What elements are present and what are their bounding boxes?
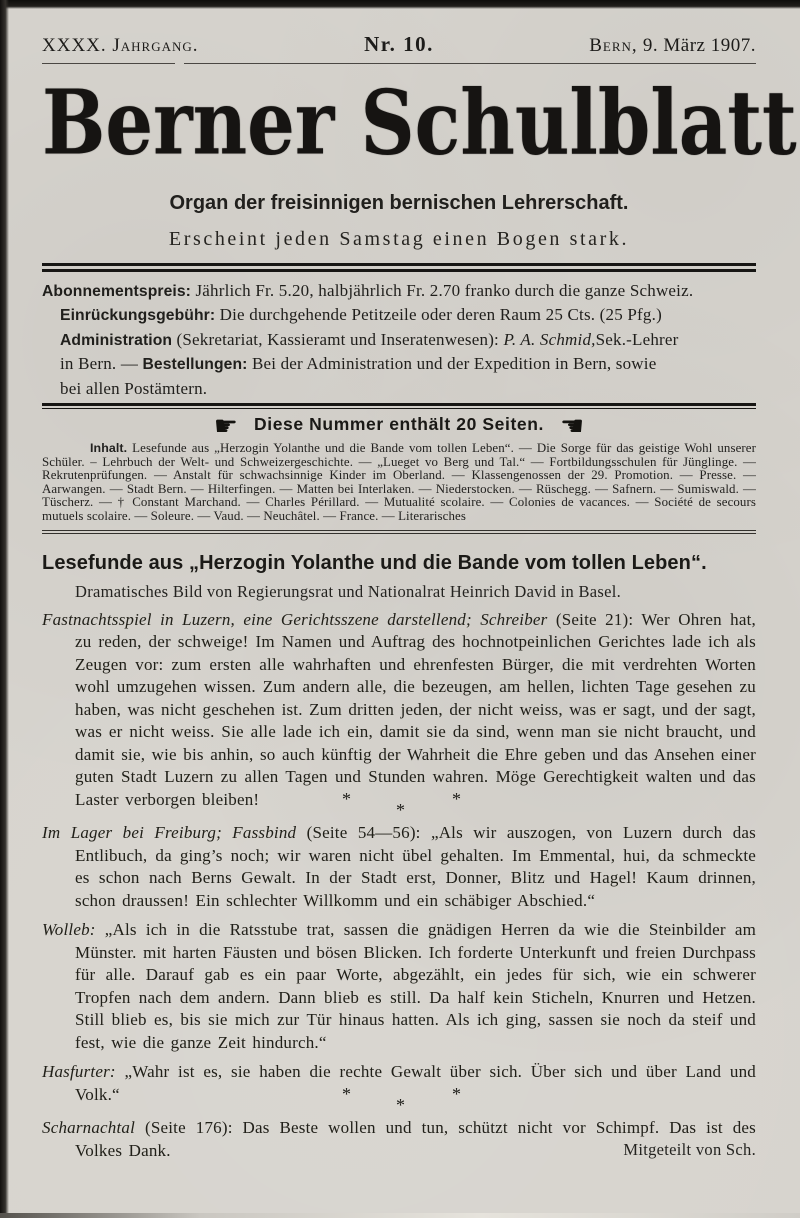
administrator-name: P. A. Schmid, (503, 329, 596, 349)
paragraph-lead: Hasfurter: (42, 1062, 116, 1082)
asterisk: * (396, 1095, 405, 1116)
inhalt-text: Lesefunde aus „Herzogin Yolanthe und die Bande vom tollen Leben“. — Die Sorge für das geistige Wohl unserer Schüler. – Lehrbuch der Welt- und Schweizergeschichte. — „Lueget vo Berg und Tal.“ — Fortbildungsschulen für Jünglinge. — Rekrutenprüfungen. — Anstalt für schwachsinnige Kinder im Oberland. — Klassengenossen der 29. Promotion. — Presse. — Aarwangen. — Stadt Bern. — Hilterfingen. — Matten bei Interlaken. — Niederstocken. — Rüschegg. — Safnern. — Sumiswald. — Tüscherz. — † Constant Marchand. — Charles Périllard. — Mutualité scolaire. — Colonies de vacances. — Société de secours mutuels scolaire. — Soleure. — Vaud. — Neuchâtel. — France. — Literarisches (42, 441, 756, 523)
header-rule (42, 63, 756, 64)
contributor-credit: Mitgeteilt von Sch. (623, 1139, 756, 1159)
page-content (0, 32, 800, 1160)
frequency-line: Erscheint jeden Samstag einen Bogen stark. (168, 228, 630, 250)
scan-edge-left (0, 0, 9, 1218)
einrueckung-label: Einrückungsgebühr: (60, 307, 216, 325)
paragraph-lead: Wolleb: (42, 920, 96, 940)
bestellungen-label: Bestellungen: (142, 356, 248, 374)
scan-edge-top (0, 0, 800, 9)
asterism-divider (42, 789, 756, 821)
article-paragraph-wolleb (42, 919, 756, 1054)
article-title: Lesefunde aus „Herzogin Yolanthe und die Bande vom tollen Leben“. (42, 551, 707, 574)
newspaper-title: Berner Schulblatt (42, 71, 797, 175)
mid-double-rule (42, 403, 756, 409)
scan-edge-bottom (0, 1213, 800, 1218)
asterisk: * (452, 1084, 461, 1105)
dateline-date: 9. März 1907. (637, 35, 756, 56)
imprint-block (42, 279, 756, 400)
administration-label: Administration (60, 331, 173, 349)
paragraph-text: „Wahr ist es, sie haben die rechte Gewalt über sich. Über sich und über Land und Volk.“ (75, 1062, 756, 1104)
paragraph-lead: Im Lager bei Freiburg; Fassbind (42, 823, 297, 843)
imprint-bestellungen-line (60, 352, 756, 376)
imprint-post-line: bei allen Postämtern. (60, 378, 208, 398)
dateline-place: Bern, (589, 35, 638, 56)
article-byline: Dramatisches Bild von Regierungsrat und Nationalrat Heinrich David in Basel. (75, 581, 622, 601)
pages-banner (42, 411, 756, 443)
bestellungen-text: Bei der Administration und der Expedition in Bern, sowie (247, 354, 657, 374)
article-paragraph-fastnachtsspiel (42, 609, 756, 812)
issue-number: Nr. 10. (364, 32, 434, 56)
table-of-contents (42, 442, 756, 524)
paragraph-lead: Fastnachtsspiel in Luzern, eine Gerichtsszene darstellend; Schreiber (42, 609, 548, 629)
imprint-administration-line (60, 328, 756, 352)
masthead-row (42, 32, 756, 57)
pointing-hand-left-icon: ☚ (559, 411, 585, 443)
paragraph-lead: Scharnachtal (42, 1118, 136, 1138)
bestellungen-pre: in Bern. — (60, 354, 143, 374)
administrator-role: Sek.-Lehrer (595, 329, 679, 349)
article-paragraph-im-lager (42, 822, 756, 912)
abonnement-text: Jährlich Fr. 5.20, halbjährlich Fr. 2.70 franko durch die ganze Schweiz. (191, 281, 694, 300)
heavy-double-rule (42, 263, 756, 272)
dateline (434, 35, 756, 57)
thin-double-rule (42, 530, 756, 534)
abonnement-label: Abonnementspreis: (42, 283, 192, 300)
asterism-divider (42, 1084, 756, 1116)
lead-article (42, 552, 756, 1160)
imprint-abonnement-line (42, 279, 756, 303)
asterisk: * (396, 800, 405, 821)
header-rule-left-segment (42, 63, 175, 64)
paragraph-text: (Seite 176): Das Beste wollen und tun, schützt nicht vor Schimpf. Das ist des Volkes Dank. (75, 1118, 756, 1160)
newspaper-subtitle: Organ der freisinnigen bernischen Lehrerschaft. (169, 192, 629, 214)
header-rule-right-segment (184, 63, 756, 64)
paragraph-text: (Seite 21): Wer Ohren hat, zu reden, der schweige! Im Namen und Auftrag des hochnotpeinlichen Gerichtes lade ich als Zeugen vor: zum ersten alle wahrhaften und ehrenfesten Bürger, die mit verdrehten Worten wohl umzugehen wissen. Zum andern alle, die bezeugen, am hellen, lichten Tage gesehen zu haben, was nicht geschehen ist. Zum dritten jeden, der nicht weiss, was er sagt, und der sagt, was er nicht weiss. Sie alle lade ich ein, damit sie da sind, wenn man sie nicht braucht, und damit sie, wie bis anhin, so auch künftig der Wahrheit die Ehre geben und das Ansehen einer guten Stadt Luzern zu allen Tagen und Stunden wahren. Möge Gerechtigkeit walten und das Laster verborgen bleiben! (75, 609, 756, 809)
paragraph-text: „Als ich in die Ratsstube trat, sassen die gnädigen Herren da wie die Steinbilder am Münster. mit harten Fäusten und bösen Blicken. Ich forderte Unterkunft und freien Durchpass für alle. Darauf gab es ein paar Worte, abgezählt, ein jedes für sich, wie ein schwerer Tropfen nach dem andern. Dann blieb es still. Da half kein Sticheln, Knurren und Hetzen. Still blieb es, bis sie mich zur Tür hinaus hatten. Als ich ging, sassen sie noch da steif und fest, wie die ganze Zeit hindurch.“ (75, 920, 756, 1052)
administration-text: (Sekretariat, Kassieramt und Inseratenwesen): (172, 329, 504, 349)
imprint-einrueckung-line (60, 303, 756, 327)
volume-label: XXXX. Jahrgang. (42, 35, 199, 56)
asterisk: * (342, 1084, 351, 1105)
pointing-hand-right-icon: ☛ (213, 411, 239, 443)
einrueckung-text: Die durchgehende Petitzeile oder deren Raum 25 Cts. (25 Pfg.) (215, 305, 662, 325)
paragraph-text: (Seite 54—56): „Als wir auszogen, von Luzern durch das Entlibuch, da ging’s noch; wir waren nicht übel gehalten. Im Emmental, hui, da schmeckte es schon nach Berns Gewalt. In der Stadt erst, Donner, Blitz und Hagel! Kaum drinnen, schon draussen! Ein schlechter Willkomm und ein schäbiger Abschied.“ (75, 823, 756, 910)
pages-banner-text: Diese Nummer enthält 20 Seiten. (254, 414, 544, 435)
inhalt-label: Inhalt. (90, 441, 128, 456)
asterisk: * (452, 789, 461, 810)
asterisk: * (342, 789, 351, 810)
